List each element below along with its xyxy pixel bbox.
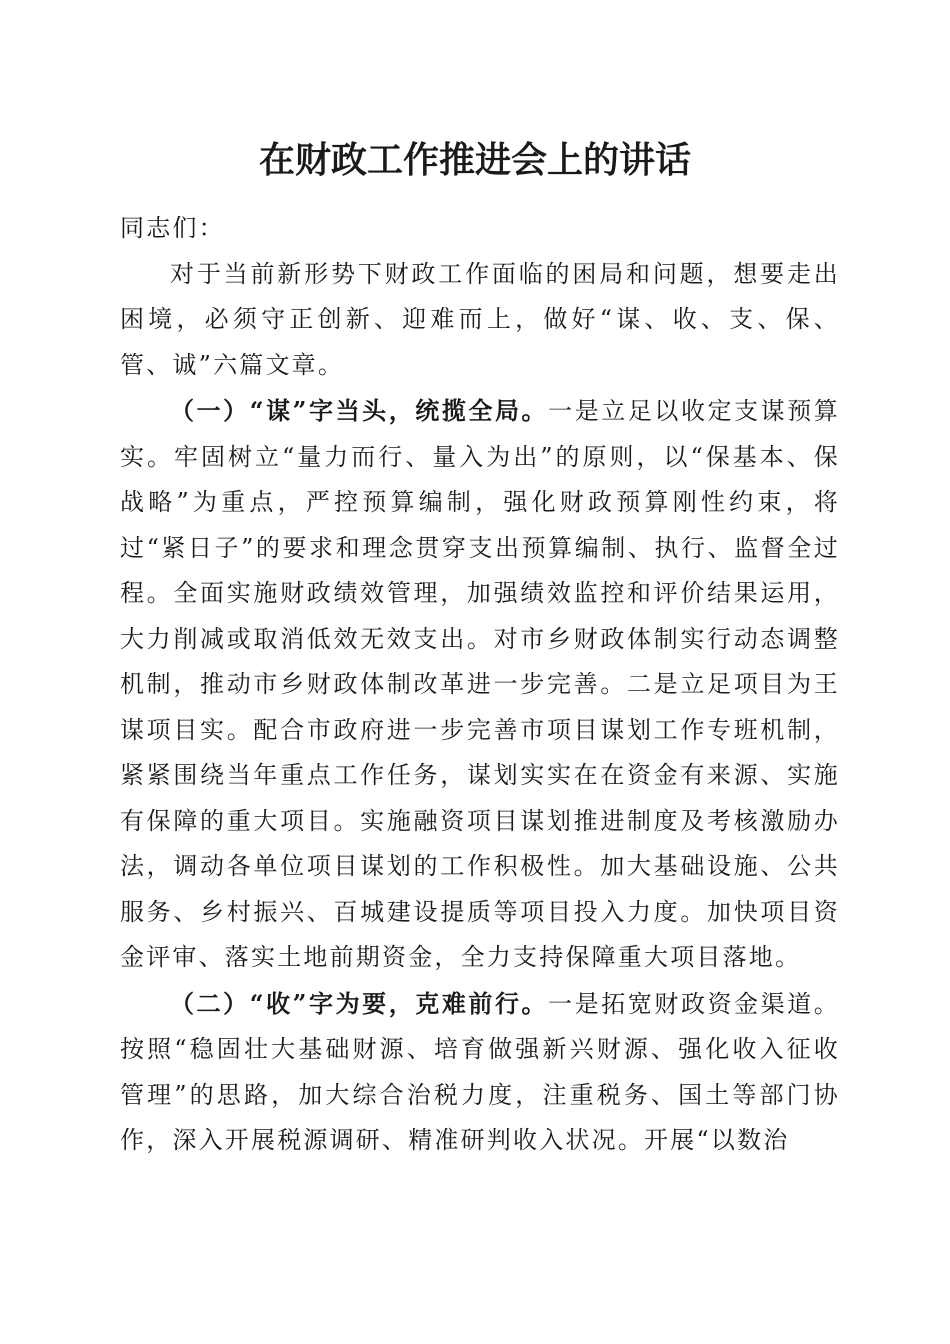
document-body [120,206,840,1164]
section-2-heading: （二）“收”字为要，克难前行。 [170,988,549,1018]
section-2-paragraph [120,981,840,1164]
salutation: 同志们： [120,214,225,242]
document-title: 在财政工作推进会上的讲话 [258,139,691,181]
section-1-paragraph [120,388,840,981]
intro-paragraph: 对于当前新形势下财政工作面临的困局和问题，想要走出困境，必须守正创新、迎难而上，做好“谋、收、支、保、管、诚”六篇文章。 [120,259,840,379]
section-1-heading: （一）“谋”字当头，统揽全局。 [170,396,549,425]
section-1-body: 一是立足以收定支谋预算实。牢固树立“量力而行、量入为出”的原则，以“保基本、保战略”为重点，严控预算编制，强化财政预算刚性约束，将过“紧日子”的要求和理念贯穿支出预算编制、执行、监督全过程。全面实施财政绩效管理，加强绩效监控和评价结果运用，大力削减或取消低效无效支出。对市乡财政体制实行动态调整机制，推动市乡财政体制改革进一步完善。二是立足项目为王谋项目实。配合市政府进一步完善市项目谋划工作专班机制，紧紧围绕当年重点工作任务，谋划实实在在资金有来源、实施有保障的重大项目。实施融资项目谋划推进制度及考核激励办法，调动各单位项目谋划的工作积极性。加大基础设施、公共服务、乡村振兴、百城建设提质等项目投入力度。加快项目资金评审、落实土地前期资金，全力支持保障重大项目落地。 [120,397,840,971]
section-2-body: 一是拓宽财政资金渠道。按照“稳固壮大基础财源、培育做强新兴财源、强化收入征收管理”的思路，加大综合治税力度，注重税务、国土等部门协作，深入开展税源调研、精准研判收入状况。开展“以数治 [120,989,840,1154]
